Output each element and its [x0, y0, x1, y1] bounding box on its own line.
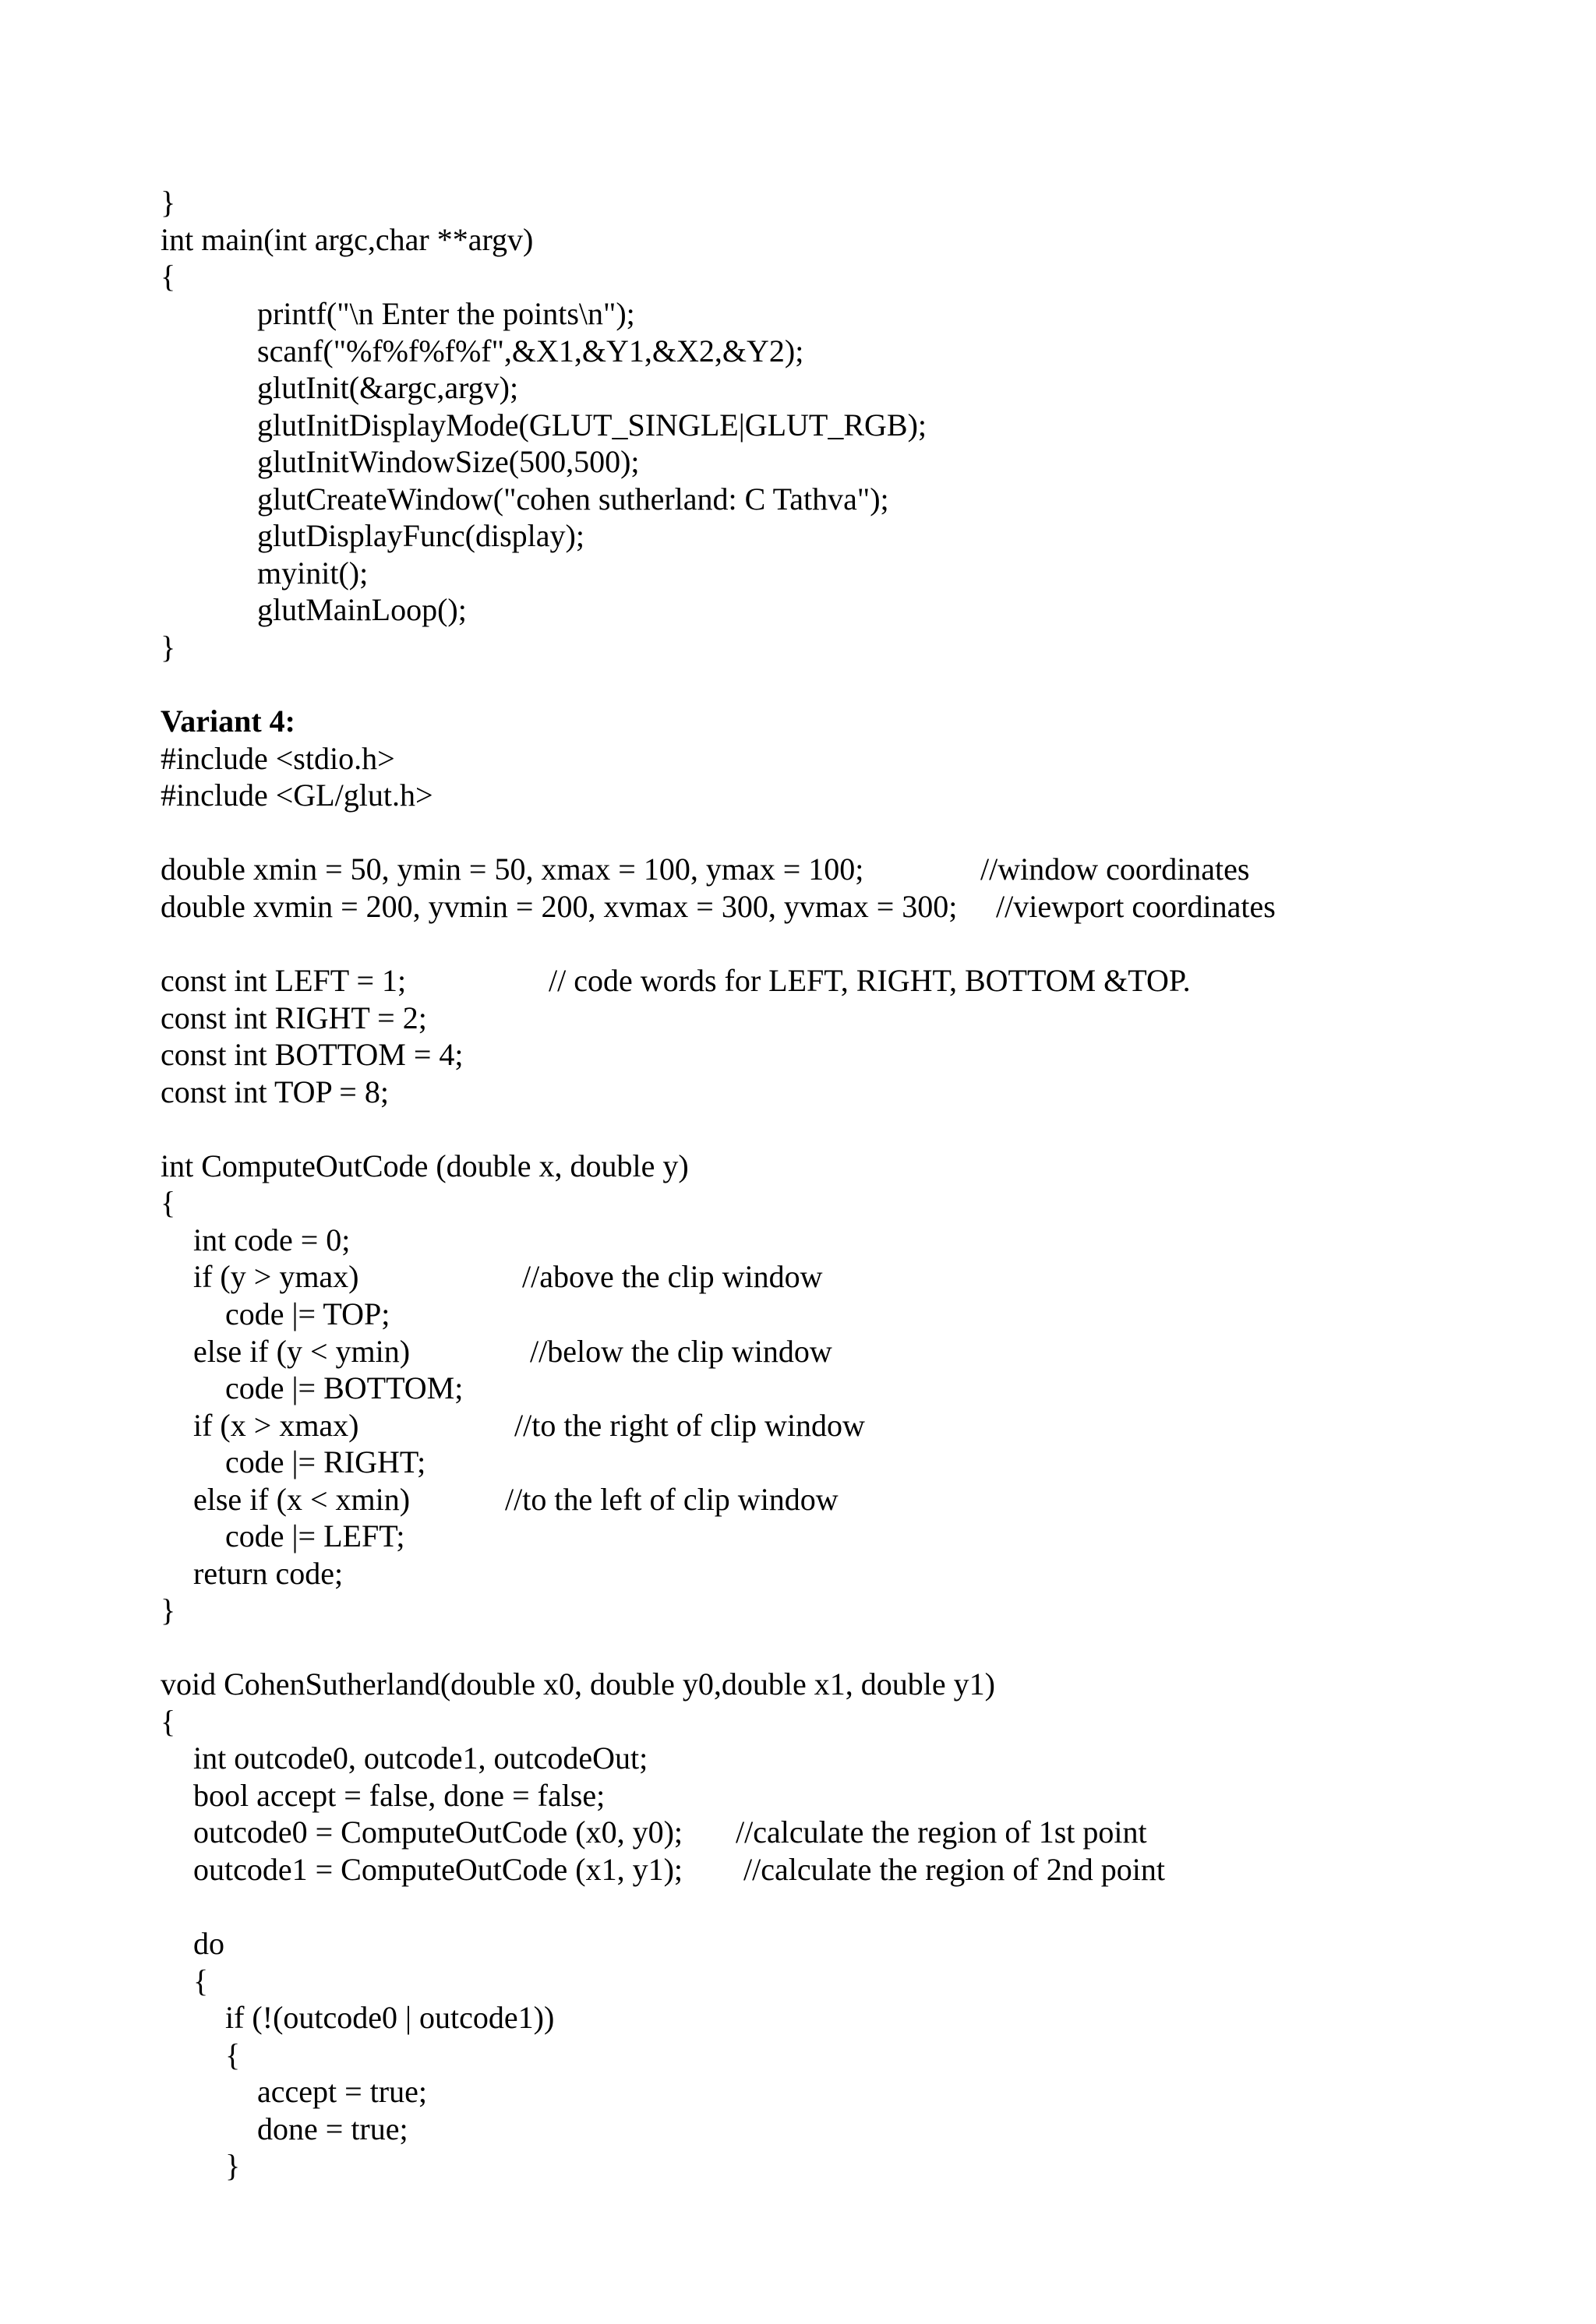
code-line: int ComputeOutCode (double x, double y)	[161, 1148, 689, 1183]
code-line: code |= BOTTOM;	[225, 1370, 464, 1405]
code-line: done = true;	[257, 2111, 408, 2146]
code-comment: //above the clip window	[522, 1259, 823, 1294]
code-line: glutCreateWindow("cohen sutherland: C Tathva");	[257, 481, 889, 517]
code-line: outcode0 = ComputeOutCode (x0, y0);	[193, 1814, 683, 1850]
code-line: const int TOP = 8;	[161, 1074, 389, 1109]
code-comment: //window coordinates	[980, 852, 1250, 887]
code-line: }	[161, 629, 176, 665]
code-line: code |= TOP;	[225, 1296, 390, 1331]
code-line: #include <GL/glut.h>	[161, 778, 433, 813]
code-line: myinit();	[257, 555, 369, 591]
code-line: printf("\n Enter the points\n");	[257, 296, 635, 331]
code-line: double xmin = 50, ymin = 50, xmax = 100, ymax = 100;	[161, 852, 864, 887]
code-line: int main(int argc,char **argv)	[161, 222, 534, 257]
code-comment: //viewport coordinates	[996, 889, 1276, 924]
code-line: code |= RIGHT;	[225, 1444, 426, 1479]
code-line: glutDisplayFunc(display);	[257, 518, 584, 553]
code-line: if (!(outcode0 | outcode1))	[225, 2000, 555, 2035]
code-line: if (y > ymax)	[193, 1259, 359, 1294]
code-line: accept = true;	[257, 2074, 427, 2109]
code-line: glutInitWindowSize(500,500);	[257, 444, 640, 479]
code-line: double xvmin = 200, yvmin = 200, xvmax = 300, yvmax = 300;	[161, 889, 958, 924]
code-comment: //below the clip window	[530, 1334, 832, 1369]
code-line: const int LEFT = 1;	[161, 963, 407, 998]
code-line: }	[225, 2148, 241, 2183]
code-line: {	[161, 1185, 176, 1220]
code-comment: // code words for LEFT, RIGHT, BOTTOM &TOP.	[549, 963, 1191, 998]
code-line: const int BOTTOM = 4;	[161, 1037, 464, 1072]
code-line: return code;	[193, 1556, 344, 1591]
code-line: }	[161, 1592, 176, 1628]
code-line: int outcode0, outcode1, outcodeOut;	[193, 1740, 648, 1776]
code-line: glutInitDisplayMode(GLUT_SINGLE|GLUT_RGB);	[257, 407, 927, 443]
code-comment: //to the left of clip window	[505, 1482, 839, 1517]
code-line: else if (y < ymin)	[193, 1334, 411, 1369]
code-line: bool accept = false, done = false;	[193, 1778, 606, 1813]
code-line: glutMainLoop();	[257, 592, 467, 627]
code-line: else if (x < xmin)	[193, 1482, 411, 1517]
code-line: if (x > xmax)	[193, 1408, 359, 1443]
code-line: code |= LEFT;	[225, 1518, 405, 1553]
code-comment: //calculate the region of 2nd point	[743, 1852, 1165, 1887]
code-line: {	[161, 259, 176, 294]
code-line: #include <stdio.h>	[161, 741, 395, 776]
code-comment: //to the right of clip window	[514, 1408, 865, 1443]
code-line: do	[193, 1926, 224, 1961]
code-line: int code = 0;	[193, 1222, 351, 1257]
code-line: }	[161, 185, 176, 220]
code-comment: //calculate the region of 1st point	[736, 1814, 1147, 1850]
code-line: const int RIGHT = 2;	[161, 1000, 427, 1035]
code-line: outcode1 = ComputeOutCode (x1, y1);	[193, 1852, 683, 1887]
code-line: glutInit(&argc,argv);	[257, 370, 519, 405]
section-heading: Variant 4:	[161, 704, 295, 739]
code-line: {	[161, 1704, 176, 1739]
code-line: {	[225, 2037, 241, 2072]
code-line: {	[193, 1963, 209, 1998]
code-line: void CohenSutherland(double x0, double y0,double x1, double y1)	[161, 1666, 995, 1702]
code-line: scanf("%f%f%f%f",&X1,&Y1,&X2,&Y2);	[257, 333, 804, 369]
